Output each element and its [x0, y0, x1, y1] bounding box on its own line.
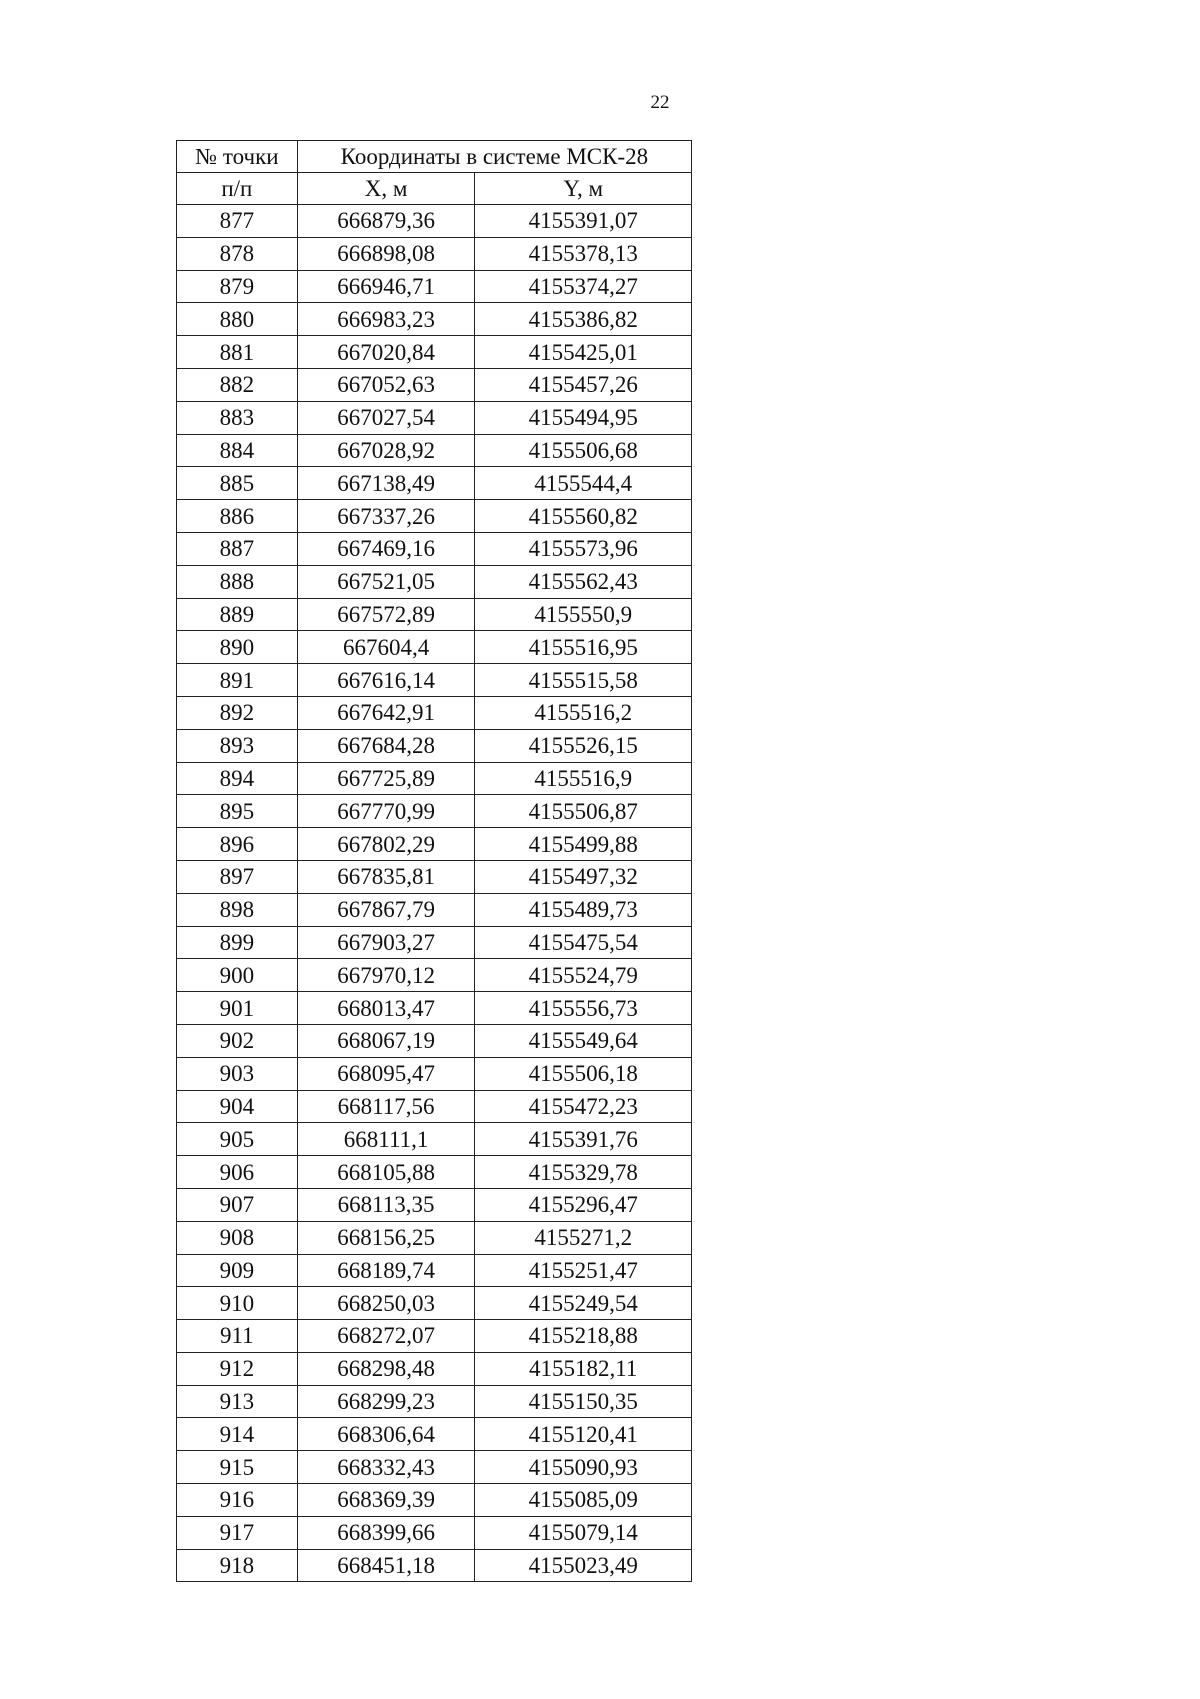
- table-row: [177, 1484, 692, 1517]
- cell-y-coordinate: 4155182,11: [475, 1352, 692, 1385]
- cell-x-coordinate: 668299,23: [297, 1385, 475, 1418]
- table-row: [177, 795, 692, 828]
- cell-point-number: 884: [177, 434, 298, 467]
- table-row: [177, 598, 692, 631]
- cell-x-coordinate: 668298,48: [297, 1352, 475, 1385]
- cell-point-number: 877: [177, 205, 298, 238]
- cell-x-coordinate: 667770,99: [297, 795, 475, 828]
- cell-x-coordinate: 667337,26: [297, 500, 475, 533]
- cell-point-number: 890: [177, 631, 298, 664]
- cell-point-number: 918: [177, 1549, 298, 1582]
- table-row: [177, 1516, 692, 1549]
- cell-x-coordinate: 667616,14: [297, 664, 475, 697]
- cell-y-coordinate: 4155296,47: [475, 1188, 692, 1221]
- table-row: [177, 1188, 692, 1221]
- cell-point-number: 886: [177, 500, 298, 533]
- cell-point-number: 911: [177, 1320, 298, 1353]
- cell-point-number: 882: [177, 368, 298, 401]
- cell-x-coordinate: 668451,18: [297, 1549, 475, 1582]
- cell-point-number: 904: [177, 1090, 298, 1123]
- table-row: [177, 532, 692, 565]
- cell-x-coordinate: 668369,39: [297, 1484, 475, 1517]
- table-row: [177, 565, 692, 598]
- cell-x-coordinate: 666879,36: [297, 205, 475, 238]
- cell-y-coordinate: 4155090,93: [475, 1451, 692, 1484]
- cell-point-number: 901: [177, 992, 298, 1025]
- table-row: [177, 959, 692, 992]
- cell-x-coordinate: 666946,71: [297, 270, 475, 303]
- cell-point-number: 916: [177, 1484, 298, 1517]
- cell-point-number: 905: [177, 1123, 298, 1156]
- cell-x-coordinate: 667684,28: [297, 729, 475, 762]
- cell-x-coordinate: 668250,03: [297, 1287, 475, 1320]
- table-row: [177, 1123, 692, 1156]
- table-row: [177, 664, 692, 697]
- table-row: [177, 1287, 692, 1320]
- cell-y-coordinate: 4155378,13: [475, 237, 692, 270]
- header-point-number-sub: п/п: [177, 173, 298, 205]
- cell-y-coordinate: 4155475,54: [475, 926, 692, 959]
- cell-y-coordinate: 4155329,78: [475, 1156, 692, 1189]
- cell-point-number: 910: [177, 1287, 298, 1320]
- cell-point-number: 906: [177, 1156, 298, 1189]
- cell-y-coordinate: 4155550,9: [475, 598, 692, 631]
- cell-point-number: 897: [177, 860, 298, 893]
- cell-x-coordinate: 667020,84: [297, 336, 475, 369]
- table-row: [177, 1418, 692, 1451]
- cell-y-coordinate: 4155391,76: [475, 1123, 692, 1156]
- cell-y-coordinate: 4155526,15: [475, 729, 692, 762]
- cell-x-coordinate: 668117,56: [297, 1090, 475, 1123]
- cell-point-number: 899: [177, 926, 298, 959]
- cell-point-number: 887: [177, 532, 298, 565]
- cell-point-number: 883: [177, 401, 298, 434]
- table-row: [177, 828, 692, 861]
- cell-y-coordinate: 4155562,43: [475, 565, 692, 598]
- cell-y-coordinate: 4155150,35: [475, 1385, 692, 1418]
- table-row: [177, 303, 692, 336]
- cell-y-coordinate: 4155386,82: [475, 303, 692, 336]
- cell-y-coordinate: 4155120,41: [475, 1418, 692, 1451]
- cell-y-coordinate: 4155472,23: [475, 1090, 692, 1123]
- page-number: 22: [650, 92, 670, 113]
- table-row: [177, 1221, 692, 1254]
- cell-x-coordinate: 667835,81: [297, 860, 475, 893]
- cell-point-number: 915: [177, 1451, 298, 1484]
- coordinates-table: [176, 140, 692, 1582]
- cell-y-coordinate: 4155506,68: [475, 434, 692, 467]
- cell-x-coordinate: 667903,27: [297, 926, 475, 959]
- cell-x-coordinate: 667604,4: [297, 631, 475, 664]
- cell-x-coordinate: 668306,64: [297, 1418, 475, 1451]
- cell-y-coordinate: 4155556,73: [475, 992, 692, 1025]
- cell-x-coordinate: 668111,1: [297, 1123, 475, 1156]
- cell-y-coordinate: 4155560,82: [475, 500, 692, 533]
- table-row: [177, 205, 692, 238]
- cell-y-coordinate: 4155425,01: [475, 336, 692, 369]
- cell-y-coordinate: 4155544,4: [475, 467, 692, 500]
- table-row: [177, 434, 692, 467]
- cell-x-coordinate: 668105,88: [297, 1156, 475, 1189]
- table-row: [177, 1156, 692, 1189]
- table-row: [177, 401, 692, 434]
- cell-x-coordinate: 667642,91: [297, 696, 475, 729]
- cell-y-coordinate: 4155516,9: [475, 762, 692, 795]
- table-row: [177, 631, 692, 664]
- cell-point-number: 879: [177, 270, 298, 303]
- cell-point-number: 902: [177, 1024, 298, 1057]
- cell-point-number: 917: [177, 1516, 298, 1549]
- table-row: [177, 1254, 692, 1287]
- table-row: [177, 500, 692, 533]
- cell-x-coordinate: 667521,05: [297, 565, 475, 598]
- table-row: [177, 1024, 692, 1057]
- cell-y-coordinate: 4155218,88: [475, 1320, 692, 1353]
- cell-x-coordinate: 667725,89: [297, 762, 475, 795]
- cell-point-number: 912: [177, 1352, 298, 1385]
- cell-y-coordinate: 4155489,73: [475, 893, 692, 926]
- cell-y-coordinate: 4155499,88: [475, 828, 692, 861]
- table-row: [177, 860, 692, 893]
- cell-x-coordinate: 666983,23: [297, 303, 475, 336]
- cell-point-number: 892: [177, 696, 298, 729]
- table-row: [177, 926, 692, 959]
- cell-x-coordinate: 667027,54: [297, 401, 475, 434]
- table-body: [177, 205, 692, 1582]
- table-row: [177, 992, 692, 1025]
- cell-point-number: 914: [177, 1418, 298, 1451]
- cell-x-coordinate: 667052,63: [297, 368, 475, 401]
- cell-y-coordinate: 4155549,64: [475, 1024, 692, 1057]
- cell-y-coordinate: 4155249,54: [475, 1287, 692, 1320]
- cell-y-coordinate: 4155457,26: [475, 368, 692, 401]
- cell-point-number: 894: [177, 762, 298, 795]
- cell-point-number: 900: [177, 959, 298, 992]
- cell-point-number: 903: [177, 1057, 298, 1090]
- cell-x-coordinate: 668095,47: [297, 1057, 475, 1090]
- cell-point-number: 893: [177, 729, 298, 762]
- cell-y-coordinate: 4155391,07: [475, 205, 692, 238]
- cell-x-coordinate: 667138,49: [297, 467, 475, 500]
- cell-point-number: 898: [177, 893, 298, 926]
- cell-y-coordinate: 4155516,95: [475, 631, 692, 664]
- cell-x-coordinate: 668156,25: [297, 1221, 475, 1254]
- cell-point-number: 891: [177, 664, 298, 697]
- cell-y-coordinate: 4155573,96: [475, 532, 692, 565]
- cell-point-number: 913: [177, 1385, 298, 1418]
- cell-x-coordinate: 667028,92: [297, 434, 475, 467]
- table-row: [177, 696, 692, 729]
- cell-point-number: 885: [177, 467, 298, 500]
- cell-point-number: 881: [177, 336, 298, 369]
- table-row: [177, 336, 692, 369]
- table-row: [177, 729, 692, 762]
- cell-y-coordinate: 4155524,79: [475, 959, 692, 992]
- cell-x-coordinate: 668332,43: [297, 1451, 475, 1484]
- header-y-column: Y, м: [475, 173, 692, 205]
- cell-y-coordinate: 4155515,58: [475, 664, 692, 697]
- cell-y-coordinate: 4155516,2: [475, 696, 692, 729]
- table-row: [177, 270, 692, 303]
- table-row: [177, 1090, 692, 1123]
- cell-point-number: 908: [177, 1221, 298, 1254]
- header-coordinates-group: Координаты в системе МСК-28: [297, 141, 691, 173]
- cell-point-number: 895: [177, 795, 298, 828]
- cell-x-coordinate: 668399,66: [297, 1516, 475, 1549]
- cell-x-coordinate: 667867,79: [297, 893, 475, 926]
- cell-x-coordinate: 668189,74: [297, 1254, 475, 1287]
- cell-y-coordinate: 4155374,27: [475, 270, 692, 303]
- cell-point-number: 907: [177, 1188, 298, 1221]
- table-header: [177, 141, 692, 205]
- cell-x-coordinate: 668113,35: [297, 1188, 475, 1221]
- cell-x-coordinate: 667572,89: [297, 598, 475, 631]
- cell-y-coordinate: 4155023,49: [475, 1549, 692, 1582]
- cell-y-coordinate: 4155079,14: [475, 1516, 692, 1549]
- table-row: [177, 762, 692, 795]
- cell-x-coordinate: 668013,47: [297, 992, 475, 1025]
- cell-x-coordinate: 668067,19: [297, 1024, 475, 1057]
- cell-y-coordinate: 4155271,2: [475, 1221, 692, 1254]
- cell-x-coordinate: 666898,08: [297, 237, 475, 270]
- table-row: [177, 1352, 692, 1385]
- table-row: [177, 368, 692, 401]
- cell-y-coordinate: 4155085,09: [475, 1484, 692, 1517]
- cell-y-coordinate: 4155497,32: [475, 860, 692, 893]
- cell-y-coordinate: 4155251,47: [475, 1254, 692, 1287]
- cell-point-number: 909: [177, 1254, 298, 1287]
- table-row: [177, 1549, 692, 1582]
- cell-x-coordinate: 667469,16: [297, 532, 475, 565]
- cell-y-coordinate: 4155506,87: [475, 795, 692, 828]
- table-row: [177, 1385, 692, 1418]
- cell-x-coordinate: 667970,12: [297, 959, 475, 992]
- table-row: [177, 467, 692, 500]
- header-x-column: X, м: [297, 173, 475, 205]
- cell-point-number: 888: [177, 565, 298, 598]
- cell-y-coordinate: 4155494,95: [475, 401, 692, 434]
- table-row: [177, 1057, 692, 1090]
- cell-point-number: 878: [177, 237, 298, 270]
- header-point-number: № точки: [177, 141, 298, 173]
- table-row: [177, 1320, 692, 1353]
- cell-point-number: 889: [177, 598, 298, 631]
- cell-x-coordinate: 667802,29: [297, 828, 475, 861]
- table-row: [177, 1451, 692, 1484]
- table-row: [177, 893, 692, 926]
- cell-point-number: 880: [177, 303, 298, 336]
- cell-y-coordinate: 4155506,18: [475, 1057, 692, 1090]
- table-row: [177, 237, 692, 270]
- cell-x-coordinate: 668272,07: [297, 1320, 475, 1353]
- cell-point-number: 896: [177, 828, 298, 861]
